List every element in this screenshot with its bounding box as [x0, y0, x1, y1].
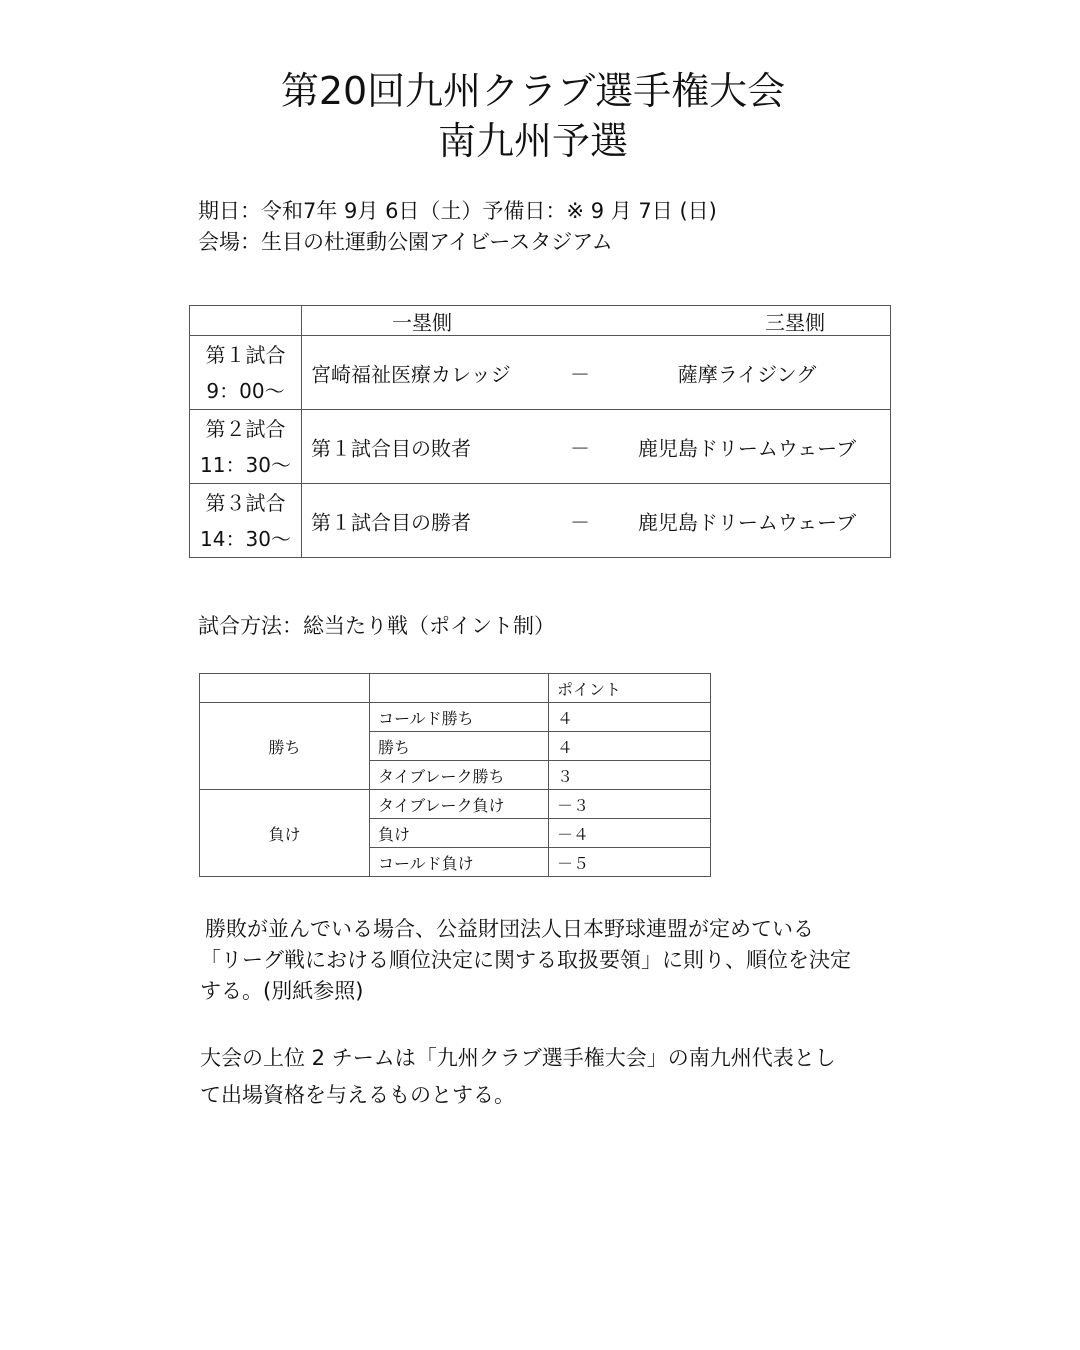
game-time: 9：00〜 [206, 378, 285, 403]
game-slot [190, 336, 302, 410]
header-first-base: 一塁側 [392, 310, 452, 334]
game-name: 第１試合 [205, 342, 286, 367]
lose-group-label: 負け [200, 790, 370, 877]
game-time: 11：30〜 [200, 452, 291, 477]
qualification-line-2: て出場資格を与えるものとする。 [200, 1083, 515, 1107]
points-table [199, 673, 711, 877]
result-label: タイブレーク勝ち [370, 761, 549, 790]
schedule-header-sides [302, 306, 891, 336]
third-base-team: 薩摩ライジング [677, 362, 817, 386]
points-header-empty [370, 674, 549, 703]
versus-dash: － [570, 510, 590, 534]
title-line-2: 南九州予選 [437, 119, 628, 163]
tiebreak-rule [200, 914, 900, 1007]
game-time: 14：30〜 [200, 526, 291, 551]
game-matchup [302, 336, 891, 410]
third-base-team: 鹿児島ドリームウェーブ [637, 436, 857, 460]
event-date: 期日：令和7年 9月 6日（土）予備日：※ 9 月 7日 (日) [198, 199, 717, 223]
match-method: 試合方法：総当たり戦（ポイント制） [198, 614, 555, 638]
result-label: タイブレーク負け [370, 790, 549, 819]
result-label: コールド勝ち [370, 703, 549, 732]
schedule-table [189, 305, 891, 558]
title-line-1: 第20回九州クラブ選手権大会 [280, 69, 786, 113]
tiebreak-line-3: する。(別紙参照) [200, 979, 364, 1003]
first-base-team: 宮崎福祉医療カレッジ [311, 362, 511, 386]
points-header-row [200, 674, 711, 703]
first-base-team: 第１試合目の勝者 [311, 510, 471, 534]
result-label: コールド負け [370, 848, 549, 877]
points-header-empty [200, 674, 370, 703]
event-venue: 会場：生目の杜運動公園アイビースタジアム [198, 230, 613, 254]
table-row [200, 790, 711, 819]
third-base-team: 鹿児島ドリームウェーブ [637, 510, 857, 534]
header-third-base: 三塁側 [765, 310, 825, 334]
result-points: －５ [549, 848, 711, 877]
result-points: ４ [549, 732, 711, 761]
qualification-line-1: 大会の上位 2 チームは「九州クラブ選手権大会」の南九州代表とし [200, 1046, 836, 1070]
result-points: ３ [549, 761, 711, 790]
versus-dash: － [570, 436, 590, 460]
table-row [200, 703, 711, 732]
schedule-row [190, 336, 891, 410]
schedule-header-empty [190, 306, 302, 336]
schedule-header-row [190, 306, 891, 336]
document-title [0, 66, 1066, 166]
qualification-rule [200, 1040, 900, 1114]
versus-dash: － [570, 362, 590, 386]
points-header-label: ポイント [549, 674, 711, 703]
game-matchup [302, 484, 891, 558]
win-group-label: 勝ち [200, 703, 370, 790]
tiebreak-line-1: 勝敗が並んでいる場合、公益財団法人日本野球連盟が定めている [205, 917, 814, 941]
schedule-row [190, 484, 891, 558]
game-slot [190, 410, 302, 484]
game-matchup [302, 410, 891, 484]
game-name: 第２試合 [205, 416, 286, 441]
tiebreak-line-2: 「リーグ戦における順位決定に関する取扱要領」に則り、順位を決定 [200, 948, 851, 972]
result-points: －３ [549, 790, 711, 819]
result-points: ４ [549, 703, 711, 732]
result-label: 勝ち [370, 732, 549, 761]
result-label: 負け [370, 819, 549, 848]
game-name: 第３試合 [205, 490, 286, 515]
first-base-team: 第１試合目の敗者 [311, 436, 471, 460]
schedule-row [190, 410, 891, 484]
game-slot [190, 484, 302, 558]
result-points: －４ [549, 819, 711, 848]
